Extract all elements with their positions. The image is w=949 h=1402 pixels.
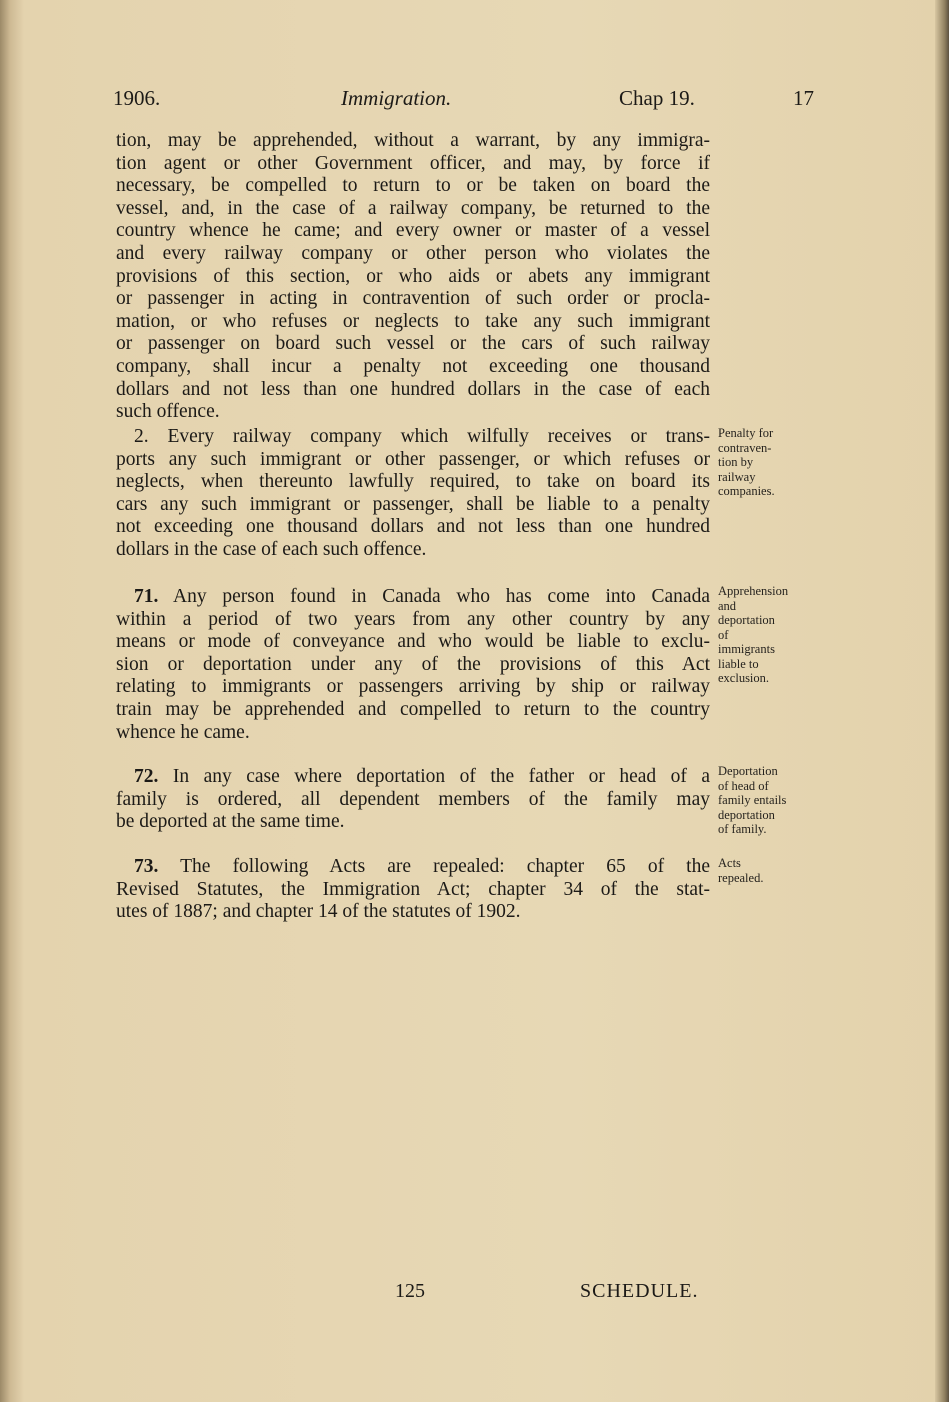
paragraph-subsection-2	[116, 426, 710, 562]
text-line: ports any such immigrant or other passenger, or which refuses or	[116, 448, 710, 470]
marginal-line: Penalty for	[718, 426, 774, 440]
text-line: family is ordered, all dependent members of the family may	[116, 788, 710, 810]
text-line: 2. Every railway company which wilfully receives or trans-	[134, 426, 710, 447]
marginal-line: deportation	[718, 807, 775, 822]
text-line: tion agent or other Government officer, and may, by force if	[116, 152, 710, 174]
marginal-line: Acts	[718, 856, 741, 870]
header-chapter: Chap 19.	[619, 86, 695, 110]
marginal-line: Deportation	[718, 764, 778, 778]
marginal-line: Apprehension	[718, 584, 789, 598]
marginal-note-apprehension	[718, 584, 828, 686]
text-line: 72. In any case where deportation of the father or head of a	[134, 766, 710, 787]
marginal-line: of head of	[718, 778, 769, 793]
paragraph-section-73	[116, 856, 710, 924]
text-line: not exceeding one thousand dollars and not less than one hundred	[116, 516, 710, 538]
text-line: relating to immigrants or passengers arriving by ship or railway	[116, 676, 710, 698]
text-line: dollars and not less than one hundred dollars in the case of each	[116, 378, 710, 400]
marginal-line: railway	[718, 469, 756, 484]
marginal-line: tion by	[718, 455, 754, 469]
header-page-number: 17	[793, 86, 814, 110]
paragraph-continuation	[116, 130, 710, 424]
marginal-note-repealed	[718, 856, 828, 885]
text-line: and every railway company or other person who violates the	[116, 242, 710, 264]
text-line: vessel, and, in the case of a railway company, be returned to the	[116, 197, 710, 219]
text-line: country whence he came; and every owner or master of a vessel	[116, 220, 710, 242]
marginal-line: immigrants	[718, 642, 775, 656]
text-line: or passenger on board such vessel or the cars of such railway	[116, 333, 710, 355]
text-line: company, shall incur a penalty not exceeding one thousand	[116, 355, 710, 377]
text-line: provisions of this section, or who aids or abets any immigrant	[116, 265, 710, 287]
text-line: whence he came.	[116, 721, 250, 743]
paragraph-section-71	[116, 586, 710, 744]
section-number: 71.	[134, 586, 159, 607]
marginal-line: deportation	[718, 613, 775, 627]
text-line: 71. Any person found in Canada who has come into Canada	[134, 586, 710, 607]
text-line: be deported at the same time.	[116, 811, 345, 833]
text-line: mation, or who refuses or neglects to take any such immigrant	[116, 310, 710, 332]
paragraph-section-72	[116, 766, 710, 834]
text-line: neglects, when thereunto lawfully required, to take on board its	[116, 471, 710, 493]
page-edge-shadow	[935, 0, 949, 1402]
text-line: means or mode of conveyance and who would be liable to exclu-	[116, 631, 710, 653]
signature-mark: 125	[395, 1280, 425, 1302]
catchword: SCHEDULE.	[580, 1280, 699, 1302]
text-line: necessary, be compelled to return to or be taken on board the	[116, 175, 710, 197]
text-line: cars any such immigrant or passenger, shall be liable to a penalty	[116, 493, 710, 515]
text-line: sion or deportation under any of the provisions of this Act	[116, 653, 710, 675]
text-line: such offence.	[116, 401, 220, 423]
text-line: 73. The following Acts are repealed: chapter 65 of the	[134, 856, 710, 877]
marginal-line: companies.	[718, 484, 775, 498]
text-line: train may be apprehended and compelled to return to the country	[116, 698, 710, 720]
marginal-line: of family.	[718, 822, 767, 836]
marginal-note-deportation-family	[718, 764, 828, 837]
text-line: within a period of two years from any other country by any	[116, 608, 710, 630]
page-footer	[0, 1280, 949, 1308]
marginal-note-penalty	[718, 426, 828, 499]
marginal-line: contraven-	[718, 440, 772, 455]
running-header	[113, 86, 815, 114]
text-line: Revised Statutes, the Immigration Act; chapter 34 of the stat-	[116, 878, 710, 900]
header-title: Immigration.	[341, 86, 452, 110]
text-line: utes of 1887; and chapter 14 of the statutes of 1902.	[116, 901, 521, 923]
header-year: 1906.	[113, 86, 161, 110]
marginal-line: and	[718, 598, 737, 613]
marginal-line: repealed.	[718, 870, 764, 885]
section-number: 73.	[134, 856, 159, 877]
marginal-line: family entails	[718, 793, 787, 807]
text-line: or passenger in acting in contravention of such order or procla-	[116, 288, 710, 310]
text-line: dollars in the case of each such offence.	[116, 538, 427, 560]
text-line: tion, may be apprehended, without a warrant, by any immigra-	[116, 130, 710, 151]
marginal-line: exclusion.	[718, 671, 770, 685]
marginal-line: liable to	[718, 656, 759, 671]
section-number: 72.	[134, 766, 159, 787]
marginal-line: of	[718, 627, 729, 642]
